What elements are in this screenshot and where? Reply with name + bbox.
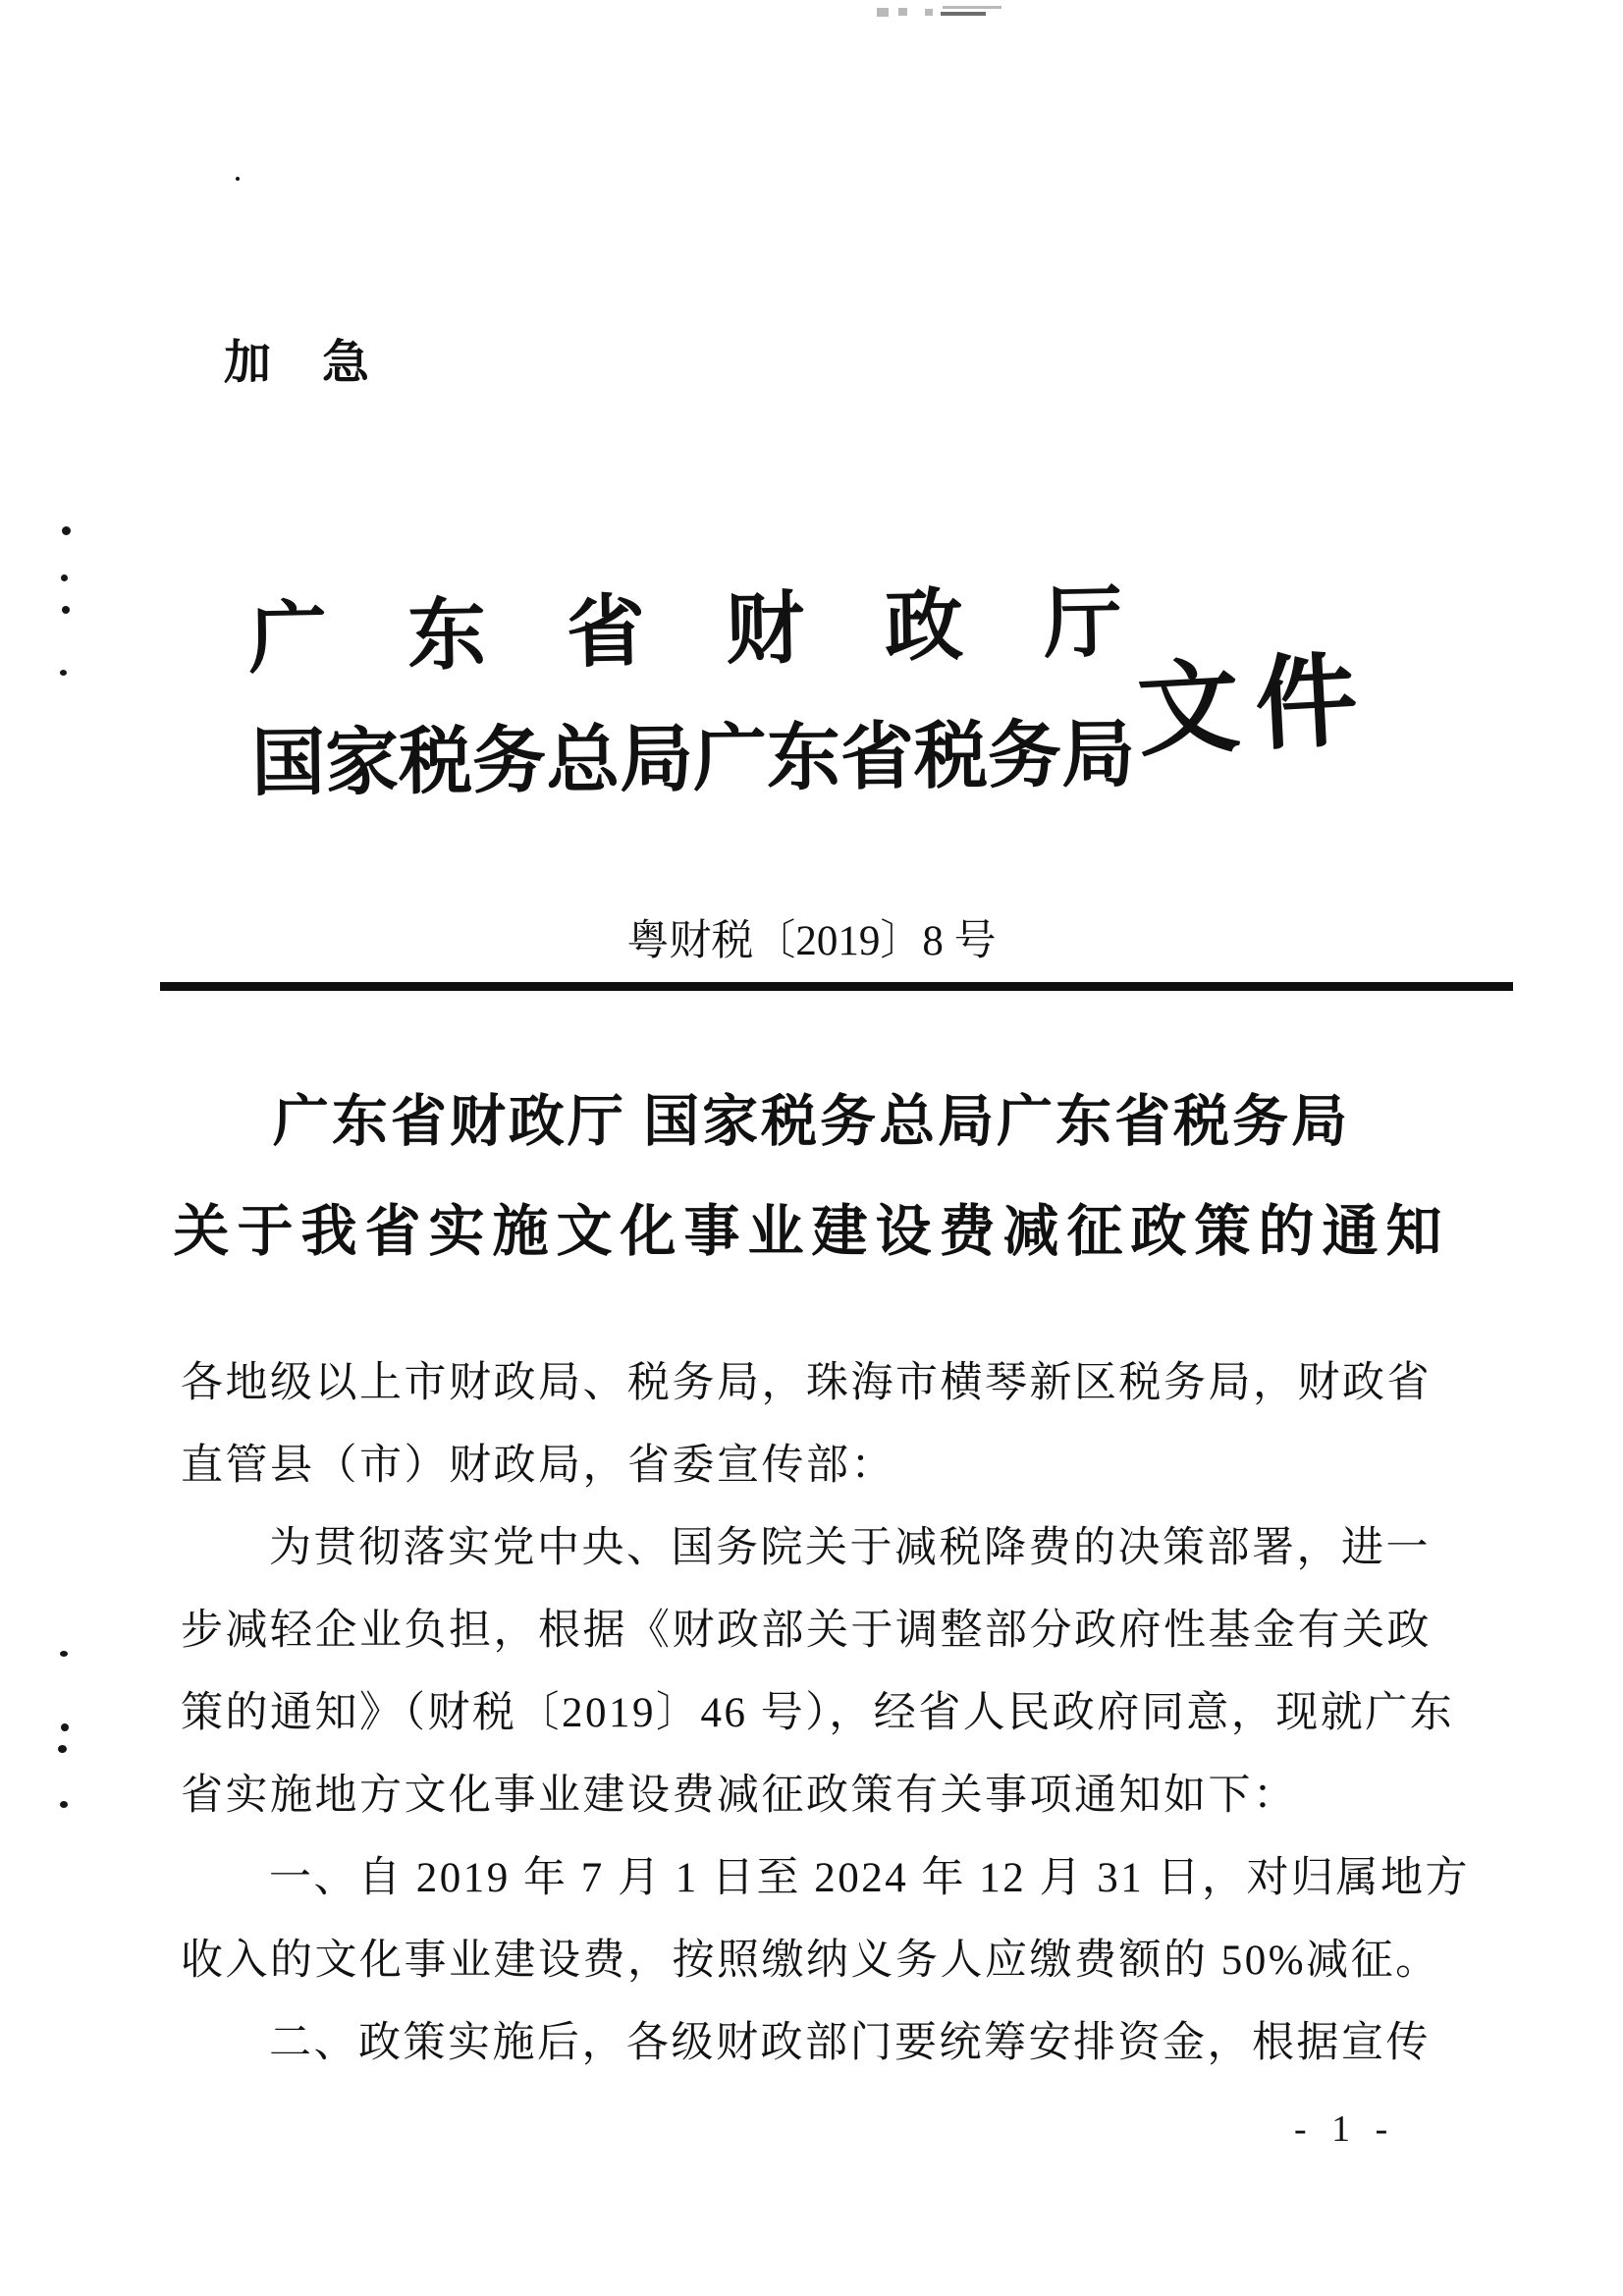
scan-artifact (943, 6, 1001, 9)
scan-artifact (877, 8, 889, 17)
scan-artifact-dot (60, 1651, 68, 1657)
document-title-line1: 广东省财政厅 国家税务总局广东省税务局 (272, 1091, 1351, 1153)
document-number: 粤财税〔2019〕8 号 (626, 918, 997, 964)
scan-artifact-dot (61, 574, 68, 581)
page-number: - 1 - (1294, 2108, 1396, 2150)
body-line-paragraph1-start: 为贯彻落实党中央、国务院关于减税降费的决策部署，进一 (269, 1525, 1431, 1571)
body-line-recipients-2: 直管县（市）财政局，省委宣传部： (181, 1443, 895, 1489)
letterhead-agency-line2: 国家税务总局广东省税务局 (250, 714, 1136, 805)
scan-artifact (898, 8, 907, 16)
urgency-label: 加 急 (224, 337, 372, 389)
scan-artifact-dot (62, 606, 70, 614)
body-line: 收入的文化事业建设费，按照缴纳义务人应缴费额的 50%减征。 (181, 1938, 1440, 1984)
body-line-item-1-start: 一、自 2019 年 7 月 1 日至 2024 年 12 月 31 日，对归属地方 (269, 1855, 1470, 1901)
letterhead-doc-type-label: 文件 (1134, 643, 1377, 770)
scan-artifact-dot (236, 177, 240, 181)
header-separator-rule (160, 982, 1513, 991)
scan-artifact-dot (62, 526, 71, 535)
body-line-item-2-start: 二、政策实施后，各级财政部门要统筹安排资金，根据宣传 (269, 2020, 1431, 2066)
letterhead-agency-line1: 广东省财政厅 (247, 578, 1204, 683)
scan-artifact-dot (60, 1801, 68, 1808)
body-line: 省实施地方文化事业建设费减征政策有关事项通知如下： (181, 1773, 1298, 1819)
scan-artifact (941, 12, 986, 16)
scan-artifact-dot (61, 1723, 69, 1731)
scan-artifact-dot (60, 670, 67, 676)
body-line: 策的通知》（财税〔2019〕46 号），经省人民政府同意，现就广东 (181, 1690, 1455, 1736)
scan-artifact (925, 9, 933, 16)
body-line: 步减轻企业负担，根据《财政部关于调整部分政府性基金有关政 (181, 1608, 1432, 1654)
scan-artifact-dot (58, 1745, 67, 1753)
body-line-recipients-1: 各地级以上市财政局、税务局，珠海市横琴新区税务局，财政省 (181, 1360, 1432, 1406)
document-title-line2: 关于我省实施文化事业建设费减征政策的通知 (173, 1201, 1450, 1263)
